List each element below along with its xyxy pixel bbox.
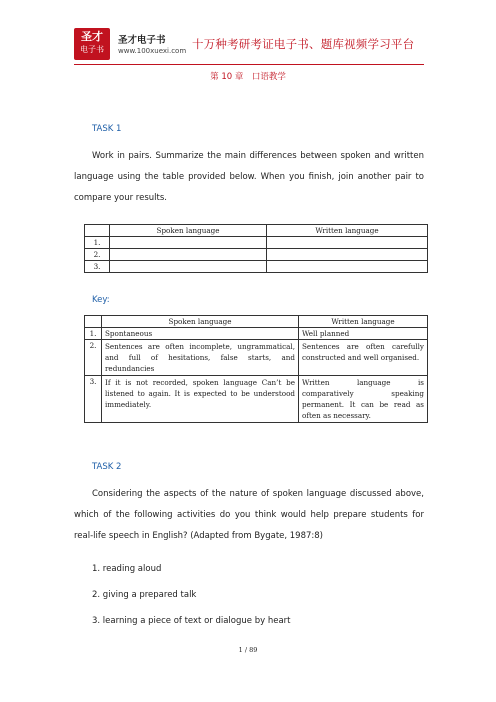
table-header-cell: Written language (299, 316, 428, 328)
table-row (85, 249, 428, 261)
table-row (85, 340, 428, 376)
task2-text: Considering the aspects of the nature of spoken language discussed above, which of the following activities do you think would help prepare students for real-life speech in English? (Adapted from Bygate, 1987:8) (74, 489, 424, 541)
table-header-cell: Spoken language (102, 316, 299, 328)
table-row (85, 261, 428, 273)
table-cell: Sentences are often incomplete, ungrammatical, and full of hesitations, false starts, and redundancies (102, 340, 299, 376)
brand-name: 圣才电子书 (118, 35, 166, 46)
task2-label: TASK 2 (92, 462, 122, 472)
brand-logo (74, 28, 110, 60)
table-cell: Well planned (299, 328, 428, 340)
task1-paragraph (74, 146, 424, 209)
table-cell: 2. (85, 249, 110, 261)
task1-text: Work in pairs. Summarize the main differences between spoken and written language using the table provided below. When you finish, join another pair to compare your results. (74, 151, 424, 203)
table-header-cell: Spoken language (110, 225, 267, 237)
table-cell: Sentences are often carefully constructed and well organised. (299, 340, 428, 376)
table-cell: 3. (85, 376, 102, 423)
chapter-title: 第 10 章 口语教学 (210, 72, 286, 82)
table-cell: Spontaneous (102, 328, 299, 340)
table-cell: 2. (85, 340, 102, 376)
table-row (85, 237, 428, 249)
table-header-cell: Written language (267, 225, 428, 237)
table-cell: 1. (85, 328, 102, 340)
table-cell (110, 249, 267, 261)
table-cell: 3. (85, 261, 110, 273)
list-item: 2. giving a prepared talk (92, 590, 197, 600)
table-header-row (85, 316, 428, 328)
header-slogan: 十万种考研考证电子书、题库视频学习平台 (192, 37, 415, 51)
comparison-table-empty (84, 224, 428, 273)
table-row (85, 376, 428, 423)
table-header-cell (85, 316, 102, 328)
logo-line1: 圣才 (81, 30, 103, 43)
site-url[interactable]: www.100xuexi.com (118, 47, 187, 55)
table-header-row (85, 225, 428, 237)
task1-label: TASK 1 (92, 124, 122, 134)
logo-line2: 电子书 (80, 45, 104, 54)
table-cell: If it is not recorded, spoken language Can’t be listened to again. It is expected to be understood immediately. (102, 376, 299, 423)
table-cell (267, 237, 428, 249)
table-row (85, 328, 428, 340)
table-header-cell (85, 225, 110, 237)
comparison-table-key (84, 315, 428, 423)
table-cell: 1. (85, 237, 110, 249)
table-cell (267, 249, 428, 261)
table-cell (110, 237, 267, 249)
table-cell (267, 261, 428, 273)
page-header (74, 28, 424, 62)
key-label: Key: (92, 295, 110, 305)
table-cell (110, 261, 267, 273)
task2-paragraph (74, 484, 424, 547)
list-item: 1. reading aloud (92, 564, 162, 574)
list-item: 3. learning a piece of text or dialogue by heart (92, 616, 291, 626)
page-number: 1 / 89 (238, 646, 258, 654)
header-rule (74, 64, 424, 65)
table-cell: Written language is comparatively speaking permanent. It can be read as often as necessary. (299, 376, 428, 423)
